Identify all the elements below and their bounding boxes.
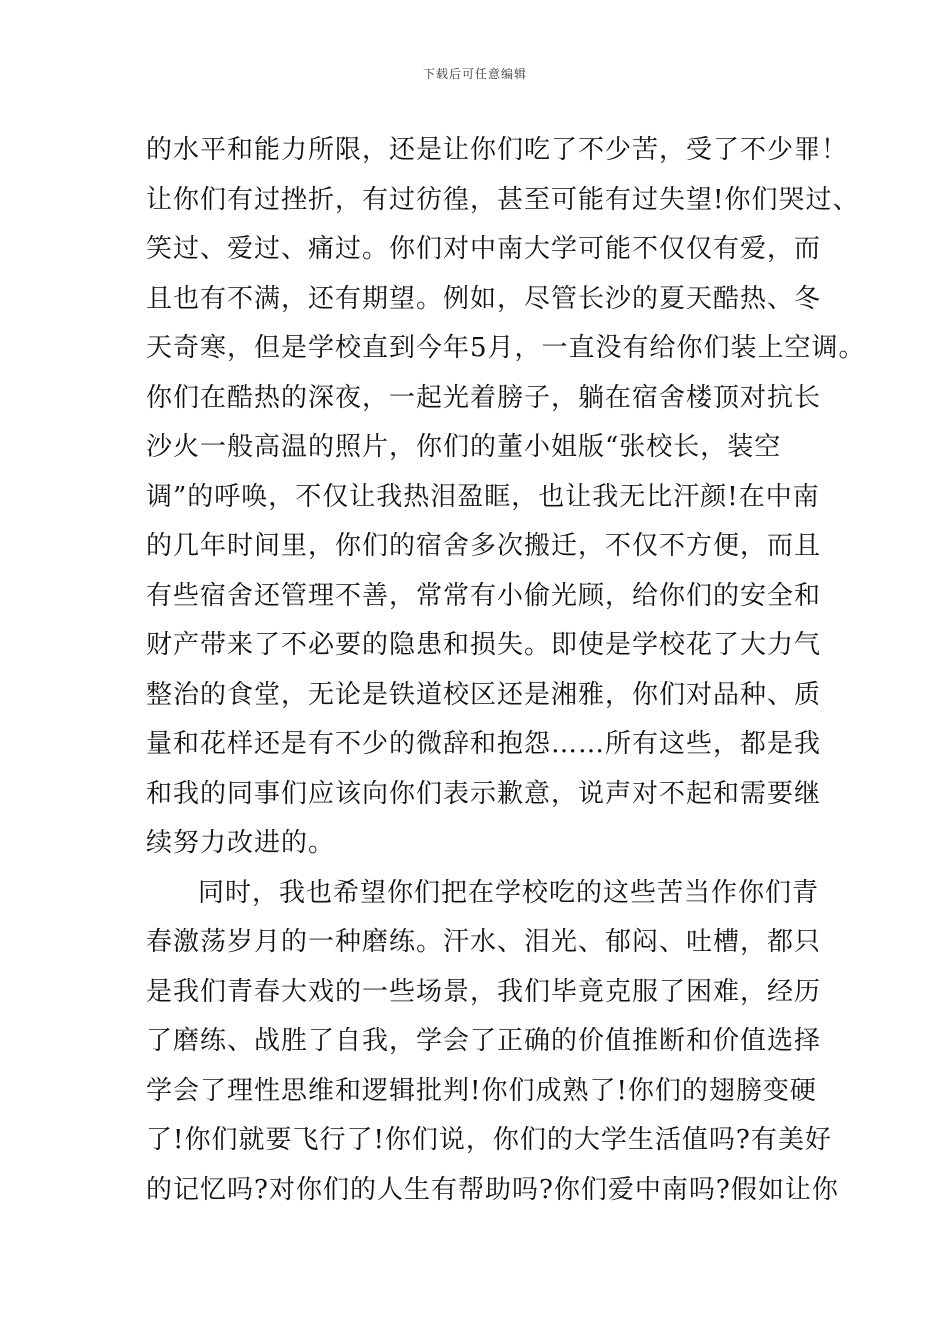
- text-line: 的水平和能力所限，还是让你们吃了不少苦，受了不少罪！: [146, 135, 849, 165]
- text-line: 学会了理性思维和逻辑批判!你们成熟了!你们的翅膀变硬: [146, 1075, 817, 1106]
- text-line: 沙火一般高温的照片，你们的董小姐版“张校长，装空: [146, 432, 782, 462]
- text-line: 量和花样还是有不少的微辞和抱怨……所有这些，都是我: [146, 729, 822, 759]
- paragraph-start-line: 同时，我也希望你们把在学校吃的这些苦当作你们青: [198, 877, 820, 908]
- text-line: 春激荡岁月的一种磨练。汗水、泪光、郁闷、吐槽，都只: [146, 927, 822, 957]
- text-line: 续努力改进的。: [146, 828, 336, 858]
- text-line: 整治的食堂，无论是铁道校区还是湘雅，你们对品种、质: [146, 679, 822, 710]
- text-line: 了!你们就要飞行了!你们说，你们的大学生活值吗?有美好: [146, 1125, 832, 1155]
- page-header: 下载后可任意编辑: [422, 67, 527, 81]
- text-line: 让你们有过挫折，有过彷徨，甚至可能有过失望!你们哭过、: [146, 184, 860, 215]
- text-line: 调”的呼唤，不仅让我热泪盈眶，也让我无比汗颜!在中南: [146, 481, 820, 512]
- text-line: 你们在酷热的深夜，一起光着膀子，躺在宿舍楼顶对抗长: [146, 382, 822, 413]
- text-line: 笑过、爱过、痛过。你们对中南大学可能不仅仅有爱，而: [146, 234, 822, 264]
- text-line: 了磨练、战胜了自我，学会了正确的价值推断和价值选择: [146, 1026, 822, 1056]
- text-line: 天奇寒，但是学校直到今年5月，一直没有给你们装上空调。: [146, 333, 866, 363]
- text-line: 的记忆吗?对你们的人生有帮助吗?你们爱中南吗?假如让你: [146, 1174, 839, 1205]
- text-line: 是我们青春大戏的一些场景，我们毕竟克服了困难，经历: [146, 976, 822, 1007]
- body-text: [146, 126, 866, 1215]
- text-line: 且也有不满，还有期望。例如，尽管长沙的夏天酷热、冬: [146, 283, 822, 314]
- text-line: 有些宿舍还管理不善，常常有小偷光顾，给你们的安全和: [146, 580, 822, 611]
- text-line: 和我的同事们应该向你们表示歉意，说声对不起和需要继: [146, 778, 822, 809]
- text-line: 财产带来了不必要的隐患和损失。即使是学校花了大力气: [146, 630, 822, 660]
- text-line: 的几年时间里，你们的宿舍多次搬迁，不仅不方便，而且: [146, 531, 822, 561]
